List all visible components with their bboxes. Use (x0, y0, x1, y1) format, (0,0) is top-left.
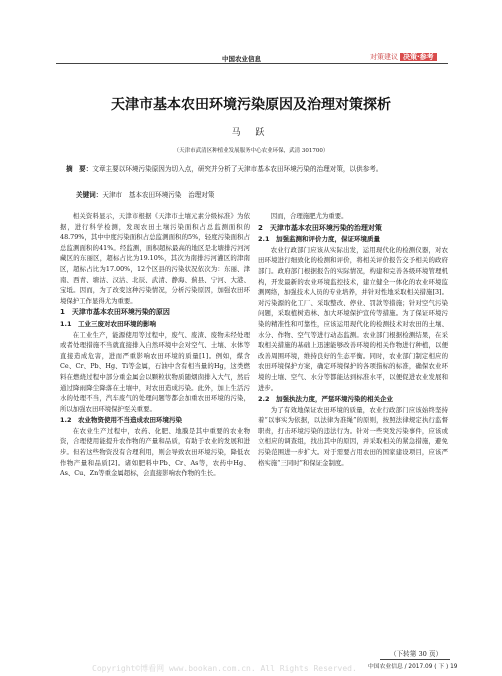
running-header-section (370, 52, 437, 62)
page-footer: 中国农业信息 / 2017.09 ( 下 ) 19 (368, 664, 458, 670)
copyright-watermark: Copyright©博看网 www.bookan.com.cn. All Rights Reserved. (92, 664, 357, 673)
author: 马 跃 (231, 128, 271, 138)
running-header-journal: 中国农业信息 (222, 55, 261, 63)
section-label-b: 决策·参考 (400, 53, 437, 61)
keywords-label: 关键词： (76, 191, 103, 199)
section-heading-1: 1 天津市基本农田环境污染的原因 (60, 308, 170, 317)
header-rule (56, 63, 448, 64)
section-heading-2: 2 天津市基本农田环境污染的治理对策 (258, 223, 382, 232)
paragraph-2-1: 农业行政部门应该从实际出发，运用现代化的检测仪器，对农田环境进行细致化的检测和评价，将相关评价报告交予相关的政府部门。政府部门根据报告的实际情况，构建和完善各级环境管理机构，开发最新的农业环境监控技术，建立健全一体化的农业环境监测网络，加强技术人员的专业培养，并针对性地采取相关措施[3]。对污染源的化工厂、采取整改、停业、罚款等措施；针对空气污染问题，采取植树造林、加大环境保护宣传等措施。为了保证环境污染的精准性和可靠性，应该运用现代化的检测技术对农田的土壤、水分、作物、空气等进行动态监测。农业部门根据检测结果，在采取相关措施的基础上迅速能够改善环境的相关作物进行种植，以便改善周围环境，维持良好的生态平衡。同时，农业部门制定相应的农田环境保护方案，确定环境保护的各项指标的标准，确保农业环境的土壤、空气、水分等都能达到标准水平，以便促进农业发展和进步。 (258, 245, 448, 392)
subsection-heading-2-2: 2.2 加强执法力度，严惩环境污染的相关企业 (258, 395, 394, 404)
intro-paragraph: 相关资料显示，天津市根据《天津市土壤元素分级标准》为依据，进行科学检测，发现农田土壤污染面积占总监测面积的48.79%，其中中度污染面积占总监测面积的5%，轻度污染面积占总监测面积的41%。经监测，面积超标最高的地区是北塘排污河河藏区的东丽区，超标占比为19.10%，其次为南排污河灌区的津南区，超标占比为17.00%，12个区县的污染状况依次为：东丽、津南、西青、塘沽、汉沽、北辰、武清、静海、蓟县、宁河、大港、宝坻。因而，为了改变这种污染情况，分析污染原因，加强农田环境保护工作显得尤为重要。 (60, 212, 250, 305)
abstract (66, 164, 436, 175)
paragraph-continuation: 因而，合理施肥尤为重要。 (270, 212, 348, 220)
affiliation: （天津市武清区种植业发展服务中心农业环保，武清 301700） (173, 148, 329, 154)
paragraph-2-2: 为了有效地保证农田环境的质量，农业行政部门应该始终坚持着“以事实为依据，以法律为准绳”的原则，按照法律规定执行监督职责，打击环境污染的违法行为。针对一些突发污染事件，应该或立相应的调查组，找出其中的原因，并采取相关的紧急措施，避免污染范围进一步扩大。对于需要占用农田的国家建设项目，应该严格实施“三同时”和保证金制度。 (258, 405, 448, 467)
subsection-heading-1-2: 1.2 农业物资使用不当造成农田环境污染 (60, 416, 183, 425)
keywords (76, 189, 436, 199)
abstract-label: 摘 要： (66, 165, 93, 173)
paragraph-1-2: 在农业生产过程中，农药、化肥、地膜是其中重要的农业物资，合理使用能提升农作物的产量和品质，有助于农业的发展和进步。但若这些物资没有合理利用，则会导致农田环境污染，降低农作物产量和品质[2]。诸如肥料中Pb、Cr、As等，农药中Hg、As、Cu、Zn等重金属超标，会直接影响农作物的生长。 (60, 426, 250, 478)
subsection-heading-2-1: 2.1 加强监测和评价力度，保证环境质量 (258, 235, 381, 244)
abstract-text: 文章主要以环境污染原因为切入点，研究并分析了天津市基本农田环境污染的治理对策，以供参考。 (92, 165, 383, 173)
left-column (60, 211, 250, 479)
right-column (258, 211, 448, 468)
keywords-text: 天津市 基本农田环境污染 治理对策 (102, 191, 215, 199)
footer-rule (380, 659, 450, 660)
section-label-a: 对策建议 (370, 53, 398, 61)
subsection-heading-1-1: 1.1 工业三废对农田环境的影响 (60, 319, 157, 328)
continued-note: （下转第 30 页） (390, 650, 443, 658)
article-title: 天津市基本农田环境污染原因及治理对策探析 (111, 97, 391, 113)
paragraph-1-1: 在工业生产，能源使用等过程中，废气、废渣、废物未经处理或者处理措施不当就直接排入自然环境中会对空气、土壤、水体等直接造成危害，进而严重影响农田环境的质量[1]。例如，煤含Ce、Cr、Pb、Hg、Ti等金属，石油中含有相当量的Hg，这类燃料在燃烧过程中部分重金属会以颗粒状物质随烟囱排入大气，然后通过降雨降尘降落在土壤中，对农田造成污染。此外，加上生活污水的处理不当，汽车废气的处理问题等都会加重农田环境的污染，所以加强农田环境保护至关重要。 (60, 330, 250, 413)
